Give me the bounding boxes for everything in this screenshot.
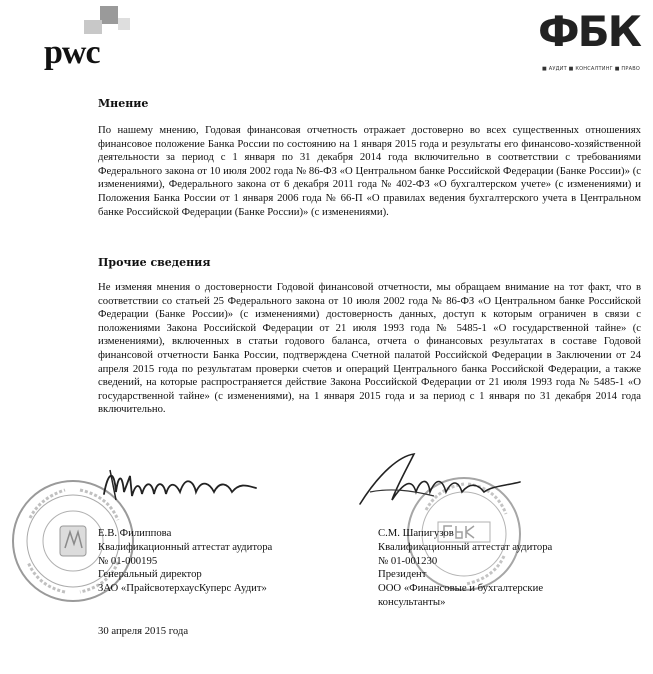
logo-square-mid <box>84 20 102 34</box>
left-company: ЗАО «ПрайсвотерхаусКуперс Аудит» <box>98 582 267 595</box>
fbk-wordmark: ФБК <box>538 7 640 56</box>
left-certificate-label: Квалификационный аттестат аудитора <box>98 540 273 553</box>
left-signatory <box>98 527 272 596</box>
pwc-wordmark: pwc <box>44 34 100 71</box>
right-company-line1: ООО «Финансовые и бухгалтерские <box>378 582 544 595</box>
right-certificate-label: Квалификационный аттестат аудитора <box>378 540 553 553</box>
right-position: Президент <box>378 568 427 581</box>
right-signatory <box>378 527 552 610</box>
right-certificate-number: № 01-001230 <box>378 554 438 567</box>
left-signatory-name: Е.В. Филиппова <box>98 527 172 539</box>
left-signature <box>96 462 266 510</box>
opinion-paragraph: По нашему мнению, Годовая финансовая отчетность отражает достоверно во всех существенных отношениях финансовое положение Банка России по состоянию на 1 января 2015 года и результаты его финансово-хозяйственной деятельности за период с 1 января по 31 декабря 2014 года включительно в соответствии с требованиями Федерального закона от 10 июля 2002 года № 86-ФЗ «О Центральном банке Российской Федерации (Банке России)» (с изменениями), Федерального закона от 6 декабря 2011 года № 402-ФЗ «О бухгалтерском учете» (с изменениями) и Положения Банка России от 1 января 2006 года № 66-П «О правилах ведения бухгалтерского учета в Центральном банке Российской Федерации (Банке России)» (с изменениями). <box>98 124 641 218</box>
fbk-tagline: ■ АУДИТ ■ КОНСАЛТИНГ ■ ПРАВО <box>542 66 640 72</box>
other-info-paragraph: Не изменяя мнения о достоверности Годовой финансовой отчетности, мы обращаем внимание на тот факт, что в соответствии со статьей 25 Федерального закона от 10 июля 2002 года № 86-ФЗ «О Центральном банке Российской Федерации (Банке России)» (с изменениями) достоверность данных, доступ к которым ограничен в связи с положениями Закона Российской Федерации от 21 июля 1993 года № 5485-1 «О государственной тайне» (с изменениями), включенных в статьи годового баланса, отчета о финансовых результатах в составе Годовой финансовой отчетности Банка России, подтверждена Счетной палатой Российской Федерации в Заключении от 24 апреля 2015 года по результатам проверки счетов и операций Центрального банка Российской Федерации, а также сведений, на которые распространяется действие Закона Российской Федерации от 21 июля 1993 года № 5485-1 «О государственной тайне» (с изменениями), на 1 января 2015 года и за период с 1 января по 31 декабря 2014 года включительно. <box>98 281 641 416</box>
fbk-logo <box>536 7 644 76</box>
right-company-line2: консультанты» <box>378 595 446 608</box>
right-signatory-name: С.М. Шапигузов <box>378 527 454 539</box>
opinion-heading: Мнение <box>98 97 149 110</box>
logo-square-light <box>118 18 130 30</box>
right-signature <box>350 452 530 514</box>
pwc-logo <box>44 6 134 71</box>
logo-square-dark <box>100 6 118 24</box>
other-info-heading: Прочие сведения <box>98 256 211 269</box>
left-certificate-number: № 01-000195 <box>98 554 158 567</box>
left-position: Генеральный директор <box>98 568 202 581</box>
report-date: 30 апреля 2015 года <box>98 625 189 637</box>
